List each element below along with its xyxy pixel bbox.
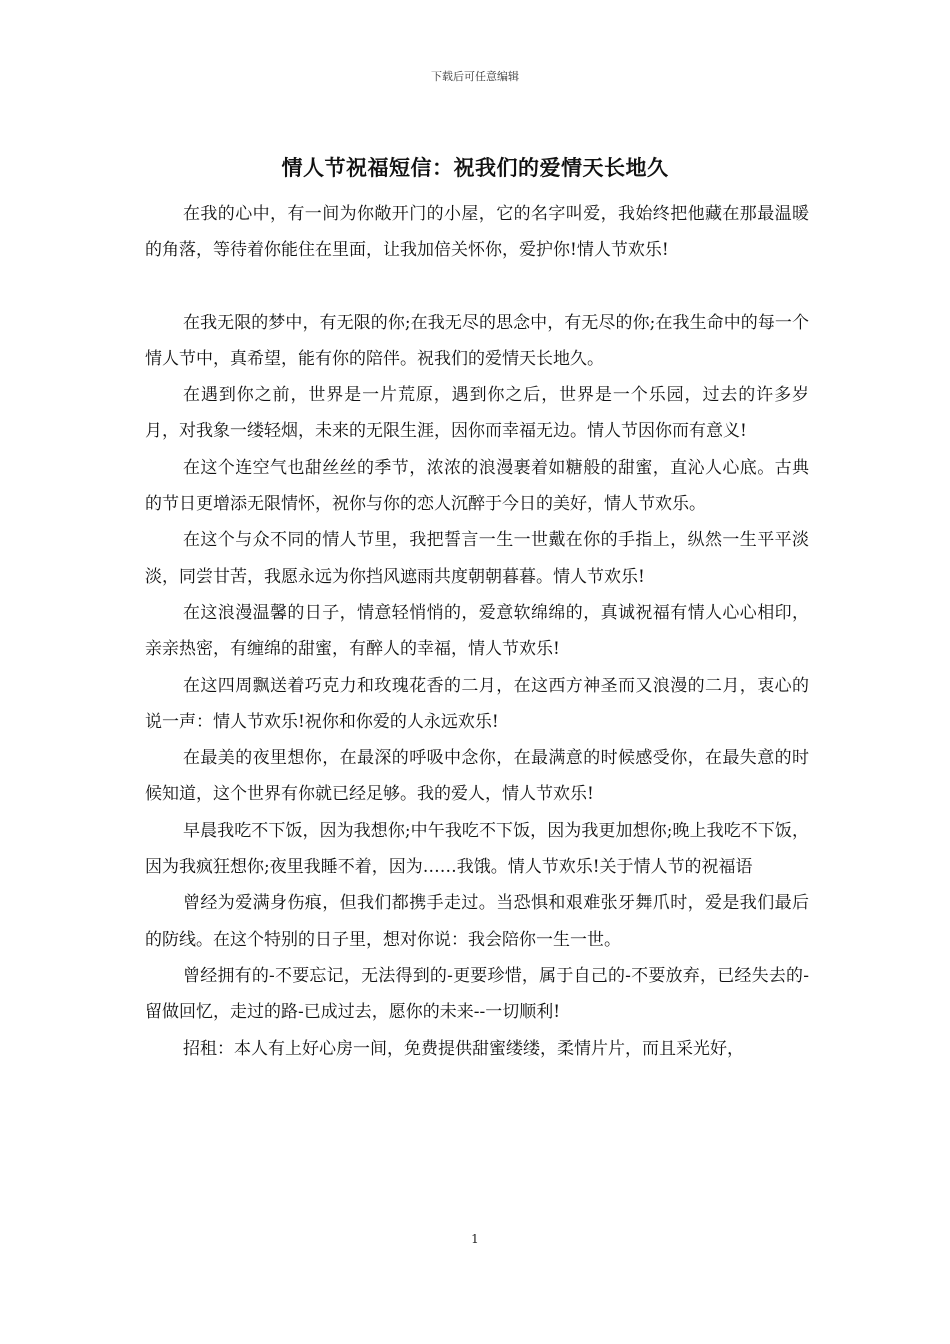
paragraph: 在这个与众不同的情人节里，我把誓言一生一世戴在你的手指上，纵然一生平平淡淡，同尝甘苦，我愿永远为你挡风遮雨共度朝朝暮暮。情人节欢乐! <box>145 530 809 587</box>
paragraph: 在这浪漫温馨的日子，情意轻悄悄的，爱意软绵绵的，真诚祝福有情人心心相印，亲亲热密，有缠绵的甜蜜，有醉人的幸福，情人节欢乐! <box>145 602 809 660</box>
page-number: 1 <box>471 1232 479 1246</box>
paragraph: 在我无限的梦中，有无限的你;在我无尽的思念中，有无尽的你;在我生命中的每一个情人节中，真希望，能有你的陪伴。祝我们的爱情天长地久。 <box>145 312 809 369</box>
paragraph: 在遇到你之前，世界是一片荒原，遇到你之后，世界是一个乐园，过去的许多岁月，对我象一缕轻烟，未来的无限生涯，因你而幸福无边。情人节因你而有意义! <box>145 385 809 442</box>
paragraph: 招租：本人有上好心房一间，免费提供甜蜜缕缕，柔情片片，而且采光好， <box>183 1038 744 1059</box>
paragraph: 在我的心中，有一间为你敞开门的小屋，它的名字叫爱，我始终把他藏在那最温暖的角落，等待着你能住在里面，让我加倍关怀你，爱护你!情人节欢乐! <box>145 204 809 261</box>
document-title: 情人节祝福短信：祝我们的爱情天长地久 <box>281 155 669 180</box>
paragraph: 曾经为爱满身伤痕，但我们都携手走过。当恐惧和艰难张牙舞爪时，爱是我们最后的防线。在这个特别的日子里，想对你说：我会陪你一生一世。 <box>145 893 809 950</box>
document-body <box>145 196 809 1067</box>
paragraph: 在最美的夜里想你，在最深的呼吸中念你，在最满意的时候感受你，在最失意的时候知道，这个世界有你就已经足够。我的爱人，情人节欢乐! <box>145 748 809 805</box>
paragraph: 在这四周飘送着巧克力和玫瑰花香的二月，在这西方神圣而又浪漫的二月，衷心的说一声：情人节欢乐!祝你和你爱的人永远欢乐! <box>145 675 809 732</box>
paragraph: 在这个连空气也甜丝丝的季节，浓浓的浪漫裹着如糖般的甜蜜，直沁人心底。古典的节日更增添无限情怀，祝你与你的恋人沉醉于今日的美好，情人节欢乐。 <box>145 457 809 515</box>
paragraph: 曾经拥有的-不要忘记，无法得到的-更要珍惜，属于自己的-不要放弃，已经失去的-留做回忆，走过的路-已成过去，愿你的未来--一切顺利! <box>145 965 809 1023</box>
header-note: 下载后可任意编辑 <box>431 70 519 83</box>
paragraph: 早晨我吃不下饭，因为我想你;中午我吃不下饭，因为我更加想你;晚上我吃不下饭，因为我疯狂想你;夜里我睡不着，因为……我饿。情人节欢乐!关于情人节的祝福语 <box>145 820 809 878</box>
